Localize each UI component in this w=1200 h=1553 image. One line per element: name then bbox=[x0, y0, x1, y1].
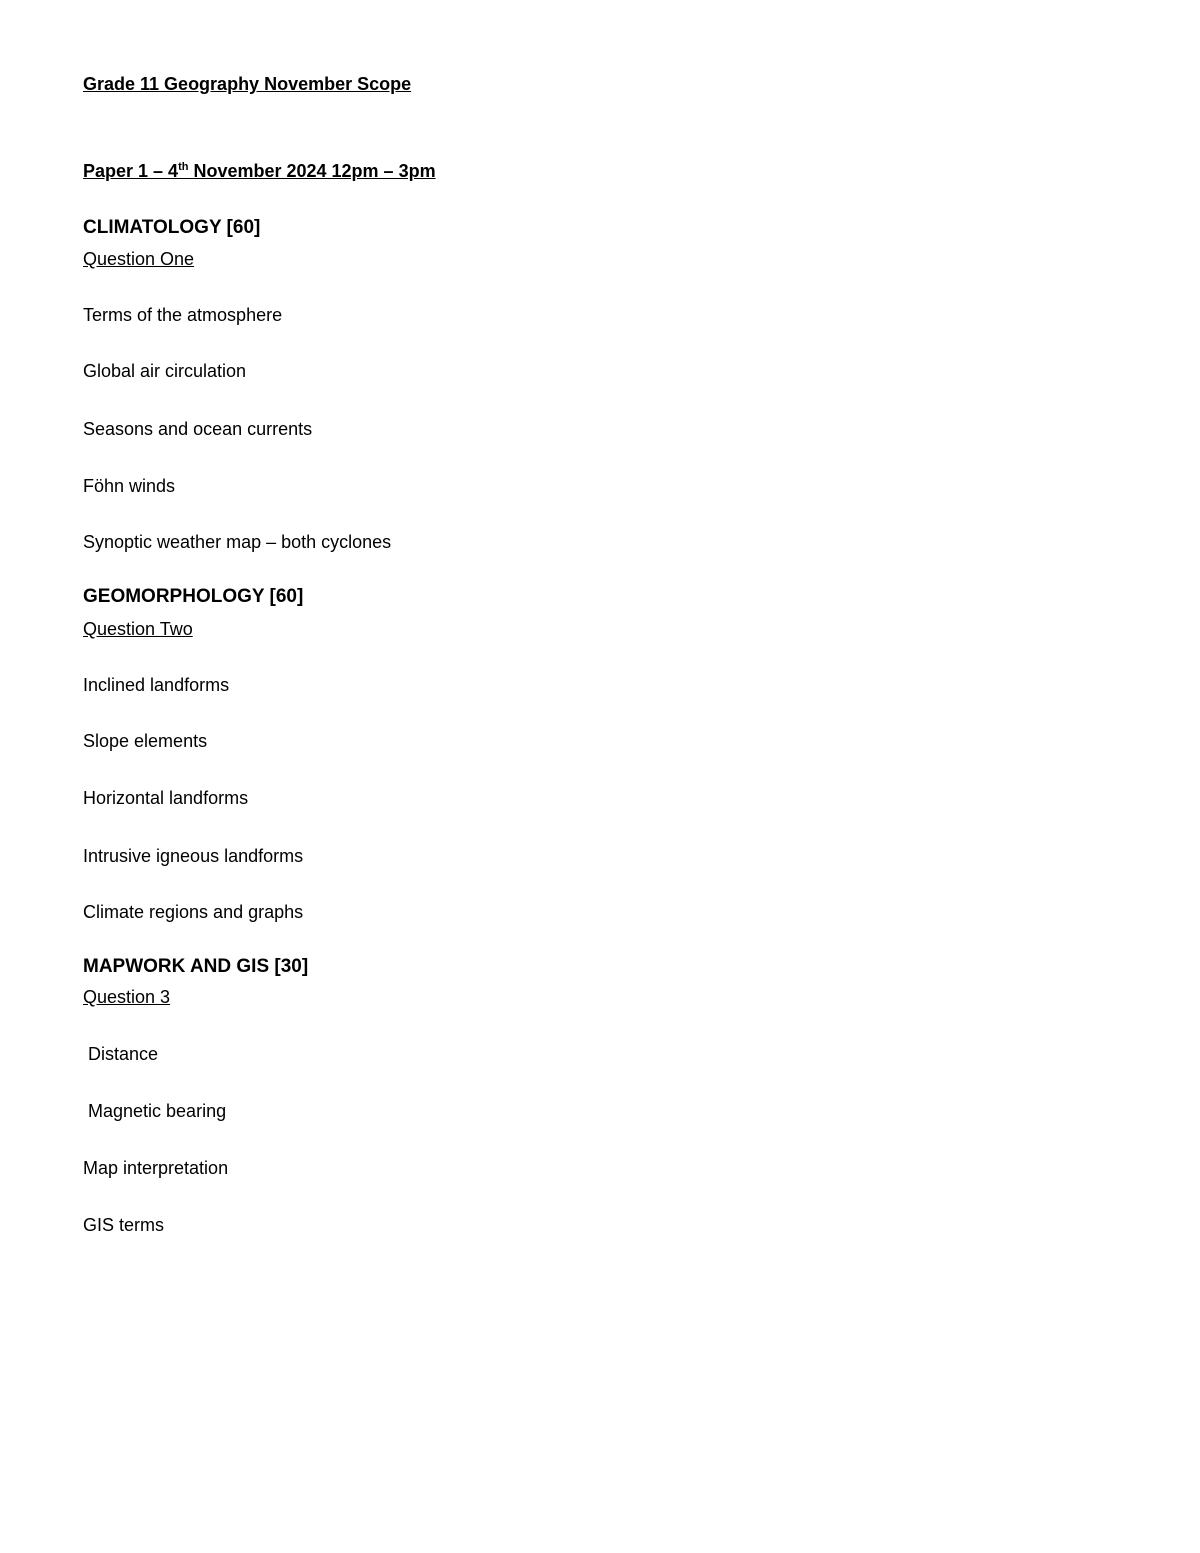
topic-item: Map interpretation bbox=[83, 1158, 229, 1178]
paper-superscript: th bbox=[178, 161, 189, 173]
topic-item: Terms of the atmosphere bbox=[83, 305, 283, 325]
paper-line bbox=[83, 160, 436, 182]
paper-suffix: November 2024 12pm – 3pm bbox=[188, 161, 436, 181]
topic-item: Global air circulation bbox=[83, 361, 247, 381]
paper-prefix: Paper 1 – 4 bbox=[83, 161, 179, 181]
question-label-three: Question 3 bbox=[83, 987, 171, 1007]
topic-item: Seasons and ocean currents bbox=[83, 419, 313, 439]
section-heading-climatology: CLIMATOLOGY [60] bbox=[83, 217, 261, 238]
section-heading-geomorphology: GEOMORPHOLOGY [60] bbox=[83, 586, 304, 607]
topic-item: Föhn winds bbox=[83, 476, 176, 496]
question-label-two: Question Two bbox=[83, 619, 193, 639]
topic-item: GIS terms bbox=[83, 1215, 165, 1235]
topic-item: Distance bbox=[83, 1044, 159, 1064]
topic-item: Climate regions and graphs bbox=[83, 902, 304, 922]
topic-item: Slope elements bbox=[83, 731, 208, 751]
topic-item: Inclined landforms bbox=[83, 675, 230, 695]
question-label-one: Question One bbox=[83, 249, 195, 269]
document-title: Grade 11 Geography November Scope bbox=[83, 74, 412, 94]
topic-item: Synoptic weather map – both cyclones bbox=[83, 532, 392, 552]
section-heading-mapwork: MAPWORK AND GIS [30] bbox=[83, 956, 309, 977]
topic-item: Magnetic bearing bbox=[83, 1101, 227, 1121]
topic-item: Horizontal landforms bbox=[83, 788, 249, 808]
topic-item: Intrusive igneous landforms bbox=[83, 846, 304, 866]
